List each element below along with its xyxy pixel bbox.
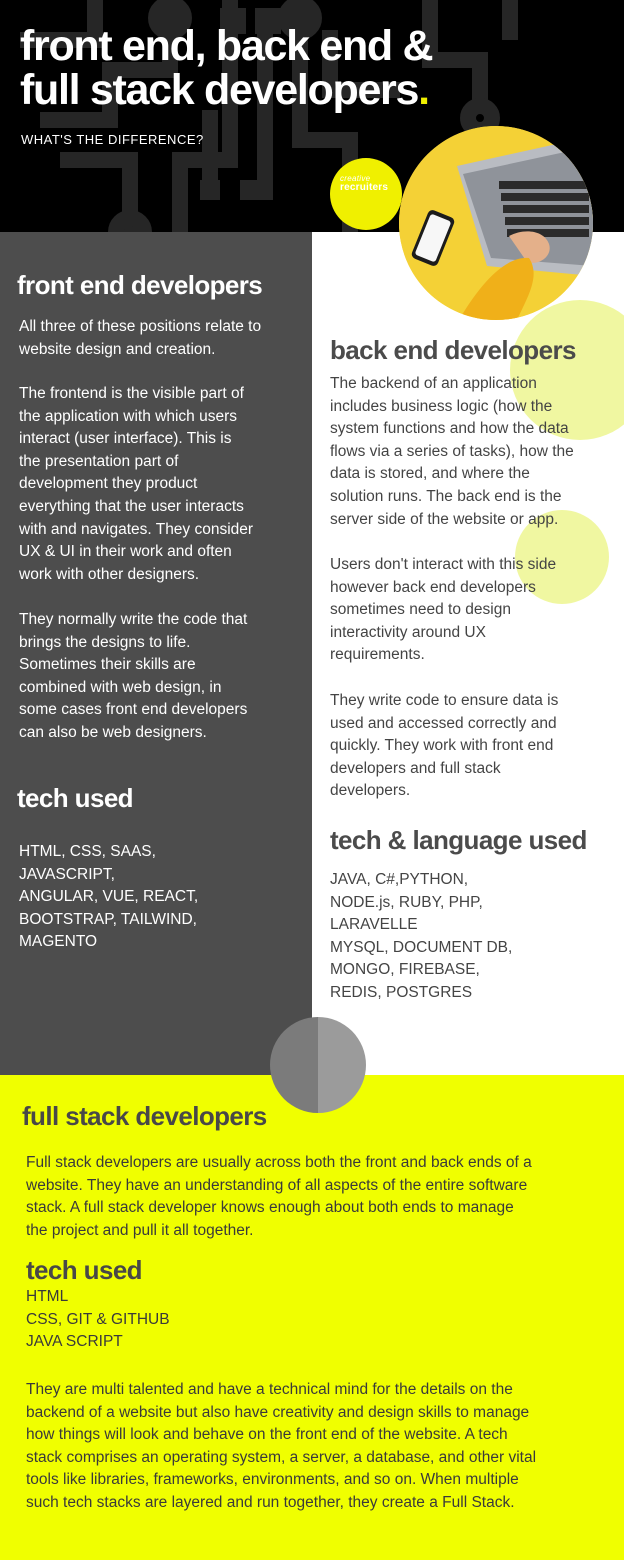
logo-line-recruiters: recruiters xyxy=(340,182,389,193)
front-end-tech-heading: tech used xyxy=(17,783,133,813)
logo-line-creative: creative xyxy=(340,174,371,183)
full-stack-intro: Full stack developers are usually across both the front and back ends of a website. They have an understanding of all aspects of the entire software stack. A full stack developer knows enough about both ends to manage the project and pull it all together. xyxy=(26,1154,532,1239)
back-end-description: The backend of an application includes business logic (how the system functions and how the data flows via a series of tasks), how the data is stored, and where the solution runs. The back end is the server side of the website or app. xyxy=(330,375,574,528)
back-end-ux-note: Users don't interact with this side however back end developers sometimes need to design interactivity around UX requirements. xyxy=(330,556,557,664)
back-end-tech-list: JAVA, C#,PYTHON, NODE.js, RUBY, PHP, LARAVELLE MYSQL, DOCUMENT DB, MONGO, FIREBASE, REDIS, POSTGRES xyxy=(330,871,513,1001)
front-end-design-note: They normally write the code that brings the designs to life. Sometimes their skills are combined with web design, in some cases front end developers can also be web designers. xyxy=(19,611,248,741)
front-end-description: The frontend is the visible part of the application with which users interact (user interface). This is the presentation part of development they product everything that the user interacts with and navigates. They consider UX & UI in their work and often work with other designers. xyxy=(19,385,254,583)
full-stack-section xyxy=(0,1075,624,1560)
page-title xyxy=(20,24,432,112)
divider-circle-icon xyxy=(270,1017,366,1113)
title-text: front end, back end & full stack developers xyxy=(20,22,433,114)
creative-recruiters-logo xyxy=(330,158,402,230)
laptop-photo xyxy=(399,126,593,320)
back-end-role-note: They write code to ensure data is used and accessed correctly and quickly. They work with front end developers and full stack developers. xyxy=(330,692,559,800)
front-end-section xyxy=(0,232,312,1075)
back-end-tech-heading: tech & language used xyxy=(330,825,587,855)
divider-circle-left xyxy=(270,1017,318,1113)
laptop-typing-image xyxy=(399,126,593,320)
divider-circle-right xyxy=(318,1017,366,1113)
full-stack-description: They are multi talented and have a technical mind for the details on the backend of a website but also have creativity and design skills to manage how things will look and behave on the front end of the website. A tech stack comprises an operating system, a server, a database, and other vital tools like libraries, frameworks, environments, and so on. When multiple such tech stacks are layered and run together, they create a Full Stack. xyxy=(26,1381,537,1511)
back-end-heading: back end developers xyxy=(330,335,576,365)
full-stack-tech-list: HTML CSS, GIT & GITHUB JAVA SCRIPT xyxy=(26,1288,170,1351)
full-stack-tech-heading: tech used xyxy=(26,1255,142,1285)
full-stack-heading: full stack developers xyxy=(22,1101,267,1131)
front-end-intro: All three of these positions relate to website design and creation. xyxy=(19,318,262,358)
front-end-heading: front end developers xyxy=(17,270,263,300)
page-subtitle: WHAT'S THE DIFFERENCE? xyxy=(21,132,204,147)
front-end-tech-list: HTML, CSS, SAAS, JAVASCRIPT, ANGULAR, VUE, REACT, BOOTSTRAP, TAILWIND, MAGENTO xyxy=(19,843,199,951)
title-dot: . xyxy=(418,66,429,114)
